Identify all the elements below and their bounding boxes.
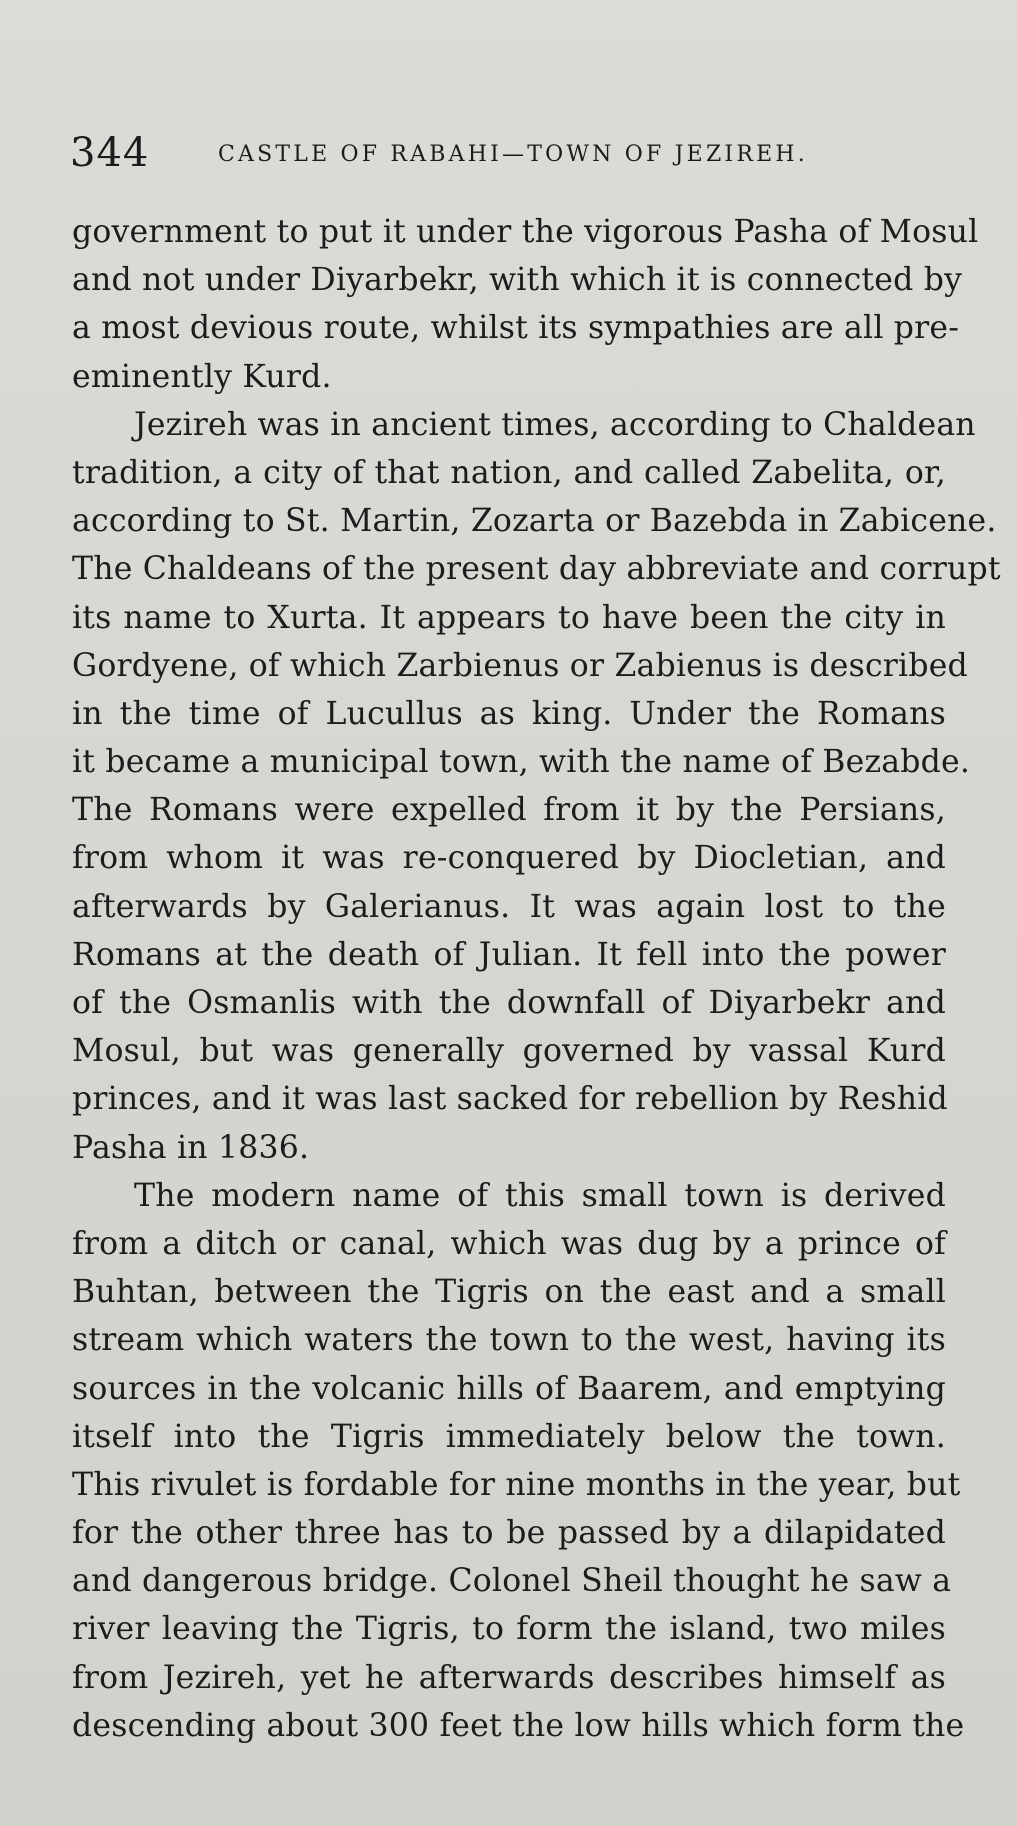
text-line: Pasha in 1836.: [72, 1129, 310, 1166]
text-line: it became a municipal town, with the name of Bezabde.: [72, 744, 971, 781]
text-line: according to St. Martin, Zozarta or Bazebda in Zabicene.: [72, 503, 997, 540]
text-line: its name to Xurta. It appears to have been the city in: [72, 599, 946, 636]
text-line: from a ditch or canal, which was dug by a prince of: [72, 1225, 946, 1262]
paragraph-3: [72, 1172, 965, 1750]
body-text: [72, 208, 1001, 1750]
text-line: and dangerous bridge. Colonel Sheil thought he saw a: [72, 1563, 952, 1600]
text-line: eminently Kurd.: [72, 358, 332, 395]
text-line: Romans at the death of Julian. It fell into the power: [72, 936, 946, 973]
page-number: 344: [70, 130, 150, 176]
text-line: for the other three has to be passed by a dilapidated: [72, 1515, 946, 1552]
text-line: itself into the Tigris immediately below the town.: [72, 1418, 946, 1455]
paragraph-1: [72, 208, 979, 401]
text-line: stream which waters the town to the west, having its: [72, 1322, 946, 1359]
text-line: tradition, a city of that nation, and called Zabelita, or,: [72, 454, 946, 491]
text-line: a most devious route, whilst its sympathies are all pre-: [72, 310, 960, 347]
running-head: [70, 128, 950, 178]
text-line: in the time of Lucullus as king. Under the Romans: [72, 695, 946, 732]
text-line: princes, and it was last sacked for rebellion by Reshid: [72, 1081, 948, 1118]
running-title: CASTLE OF RABAHI—TOWN OF JEZIREH.: [218, 142, 808, 167]
paragraph-2: [72, 401, 1001, 1172]
text-line: The Romans were expelled from it by the Persians,: [72, 792, 946, 829]
text-line: Buhtan, between the Tigris on the east and a small: [72, 1274, 946, 1311]
text-line: Jezireh was in ancient times, according to Chaldean: [134, 406, 976, 443]
text-line: The Chaldeans of the present day abbreviate and corrupt: [72, 551, 1001, 588]
text-line: river leaving the Tigris, to form the island, two miles: [72, 1611, 946, 1648]
text-line: from Jezireh, yet he afterwards describes himself as: [72, 1659, 946, 1696]
text-line: afterwards by Galerianus. It was again lost to the: [72, 888, 946, 925]
text-line: Gordyene, of which Zarbienus or Zabienus is described: [72, 647, 968, 684]
text-line: This rivulet is fordable for nine months in the year, but: [72, 1466, 961, 1503]
text-line: government to put it under the vigorous Pasha of Mosul: [72, 214, 979, 250]
text-line: from whom it was re-conquered by Diocletian, and: [72, 840, 946, 877]
text-line: The modern name of this small town is derived: [134, 1177, 946, 1214]
text-line: and not under Diyarbekr, with which it is connected by: [72, 262, 963, 299]
text-line: sources in the volcanic hills of Baarem, and emptying: [72, 1370, 946, 1407]
text-line: of the Osmanlis with the downfall of Diyarbekr and: [72, 985, 946, 1021]
text-line: Mosul, but was generally governed by vassal Kurd: [72, 1033, 946, 1070]
text-line: descending about 300 feet the low hills which form the: [72, 1707, 965, 1744]
